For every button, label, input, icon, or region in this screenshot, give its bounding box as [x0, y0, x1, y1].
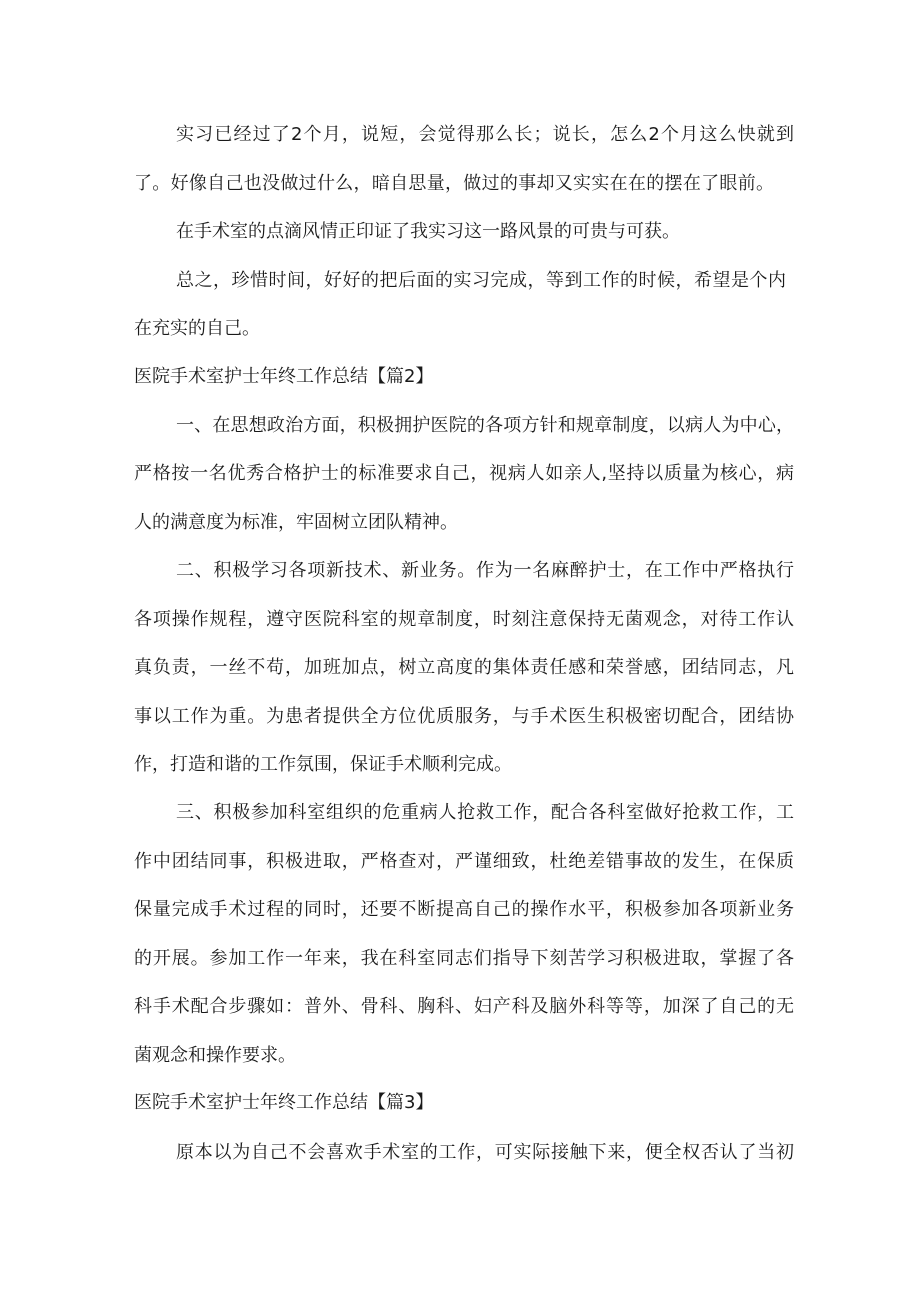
text-line: 事以工作为重。为患者提供全方位优质服务，与手术医生积极密切配合，团结协	[134, 706, 794, 727]
text-line: 原本以为自己不会喜欢手术室的工作，可实际接触下来，便全权否认了当初	[176, 1142, 794, 1163]
text-line: 三、积极参加科室组织的危重病人抢救工作，配合各科室做好抢救工作，工	[176, 802, 794, 823]
text-line: 人的满意度为标准，牢固树立团队精神。	[134, 512, 458, 533]
text-line: 总之，珍惜时间，好好的把后面的实习完成，等到工作的时候，希望是个内	[176, 270, 786, 291]
text-line: 作，打造和谐的工作氛围，保证手术顺利完成。	[134, 754, 512, 775]
text-line: 了。好像自己也没做过什么，暗自思量，做过的事却又实实在在的摆在了眼前。	[134, 173, 774, 194]
text-line: 在充实的自己。	[134, 318, 260, 339]
text-line: 在手术室的点滴风情正印证了我实习这一路风景的可贵与可获。	[176, 221, 680, 242]
text-line: 一、在思想政治方面，积极拥护医院的各项方针和规章制度，以病人为中心，	[176, 415, 794, 436]
text-line: 真负责，一丝不苟，加班加点，树立高度的集体责任感和荣誉感，团结同志，凡	[134, 657, 794, 678]
section-heading: 医院手术室护士年终工作总结【篇3】	[134, 1092, 434, 1113]
text-line: 菌观念和操作要求。	[134, 1045, 296, 1066]
section-heading: 医院手术室护士年终工作总结【篇2】	[134, 366, 434, 387]
text-line: 的开展。参加工作一年来，我在科室同志们指导下刻苦学习积极进取，掌握了各	[134, 948, 794, 969]
text-line: 实习已经过了2个月，说短，会觉得那么长；说长，怎么2个月这么快就到	[176, 124, 794, 145]
text-line: 保量完成手术过程的同时，还要不断提高自己的操作水平，积极参加各项新业务	[134, 899, 794, 920]
text-line: 科手术配合步骤如：普外、骨科、胸科、妇产科及脑外科等等，加深了自己的无	[134, 996, 794, 1017]
text-line: 作中团结同事，积极进取，严格查对，严谨细致，杜绝差错事故的发生，在保质	[134, 851, 794, 872]
text-line: 各项操作规程，遵守医院科室的规章制度，时刻注意保持无菌观念，对待工作认	[134, 609, 794, 630]
text-line: 二、积极学习各项新技术、新业务。作为一名麻醉护士，在工作中严格执行	[176, 560, 794, 581]
text-line: 严格按一名优秀合格护士的标准要求自己，视病人如亲人,坚持以质量为核心，病	[134, 463, 794, 484]
